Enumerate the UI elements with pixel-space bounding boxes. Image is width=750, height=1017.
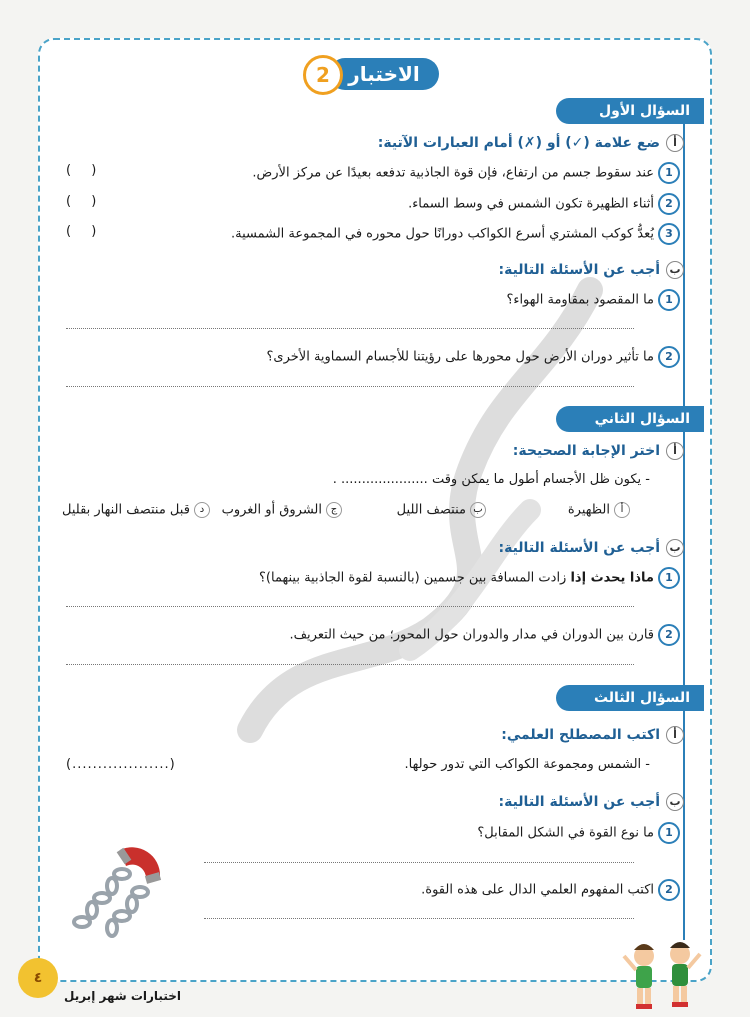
footer-label: اختبارات شهر إبريل (64, 989, 181, 1003)
q2-a-option-c[interactable]: جالشروق أو الغروب (222, 502, 342, 518)
q2-b-letter: ب (666, 539, 684, 557)
q1-a-item-1: 1عند سقوط جسم من ارتفاع، فإن قوة الجاذبية تدفعه بعيدًا عن مركز الأرض. (252, 162, 680, 184)
section-rule (683, 120, 685, 940)
page-number-badge: ٤ (18, 958, 58, 998)
q1-a-answer-box-3[interactable]: ( ) (66, 224, 105, 239)
q1-a-letter: أ (666, 134, 684, 152)
q2-b-instruction: بأجب عن الأسئلة التالية: (499, 539, 685, 557)
q1-b-answer-line-1[interactable] (66, 328, 634, 329)
q2-a-option-d[interactable]: دقبل منتصف النهار بقليل (62, 502, 210, 518)
q2-a-stem: - يكون ظل الأجسام أطول ما يمكن وقت ..................... . (332, 472, 650, 487)
q2-a-instruction: أاختر الإجابة الصحيحة: (513, 442, 684, 460)
q1-b-answer-line-2[interactable] (66, 386, 634, 387)
q2-a-option-b[interactable]: بمنتصف الليل (397, 502, 486, 518)
q1-a-answer-box-1[interactable]: ( ) (66, 163, 105, 178)
q1-heading: السؤال الأول (556, 98, 704, 124)
q3-b-item-2: 2اكتب المفهوم العلمي الدال على هذه القوة. (421, 879, 680, 901)
q3-heading: السؤال الثالث (556, 685, 704, 711)
q3-b-answer-line-1[interactable] (204, 862, 634, 863)
q2-b-answer-line-1[interactable] (66, 606, 634, 607)
q1-a-answer-box-2[interactable]: ( ) (66, 194, 105, 209)
q3-b-answer-line-2[interactable] (204, 918, 634, 919)
students-illustration-icon (614, 940, 710, 1016)
q3-b-item-1: 1ما نوع القوة في الشكل المقابل؟ (477, 822, 680, 844)
q3-b-letter: ب (666, 793, 684, 811)
q1-a-instruction: أضع علامة (✓) أو (✗) أمام العبارات الآتية: (378, 134, 684, 152)
q1-a-item-3: 3يُعدُّ كوكب المشتري أسرع الكواكب دورانًا حول محوره في المجموعة الشمسية. (231, 223, 680, 245)
q1-b-item-1: 1ما المقصود بمقاومة الهواء؟ (506, 289, 680, 311)
q1-b-letter: ب (666, 261, 684, 279)
q2-a-letter: أ (666, 442, 684, 460)
exam-title (303, 55, 439, 95)
q3-b-instruction: بأجب عن الأسئلة التالية: (499, 793, 685, 811)
q2-a-option-a[interactable]: أالظهيرة (568, 502, 630, 518)
q3-a-instruction: أاكتب المصطلح العلمي: (501, 726, 684, 744)
q3-a-stem: - الشمس ومجموعة الكواكب التي تدور حولها. (404, 757, 650, 772)
q2-b-item-2: 2قارن بين الدوران في مدار والدوران حول المحور؛ من حيث التعريف. (289, 624, 680, 646)
q2-b-item-1: 1ماذا يحدث إذا زادت المسافة بين جسمين (بالنسبة لقوة الجاذبية بينهما)؟ (259, 567, 680, 589)
magnet-chain-icon (50, 830, 170, 940)
q1-a-item-2: 2أثناء الظهيرة تكون الشمس في وسط السماء. (408, 193, 680, 215)
q3-a-answer-box[interactable]: (...................) (66, 757, 176, 772)
exam-number-badge: 2 (303, 55, 343, 95)
q1-b-item-2: 2ما تأثير دوران الأرض حول محورها على رؤيتنا للأجسام السماوية الأخرى؟ (267, 346, 681, 368)
q2-heading: السؤال الثاني (556, 406, 704, 432)
q2-b-answer-line-2[interactable] (66, 664, 634, 665)
q3-a-letter: أ (666, 726, 684, 744)
q1-b-instruction: بأجب عن الأسئلة التالية: (499, 261, 685, 279)
exam-title-label: الاختبار (329, 58, 439, 90)
